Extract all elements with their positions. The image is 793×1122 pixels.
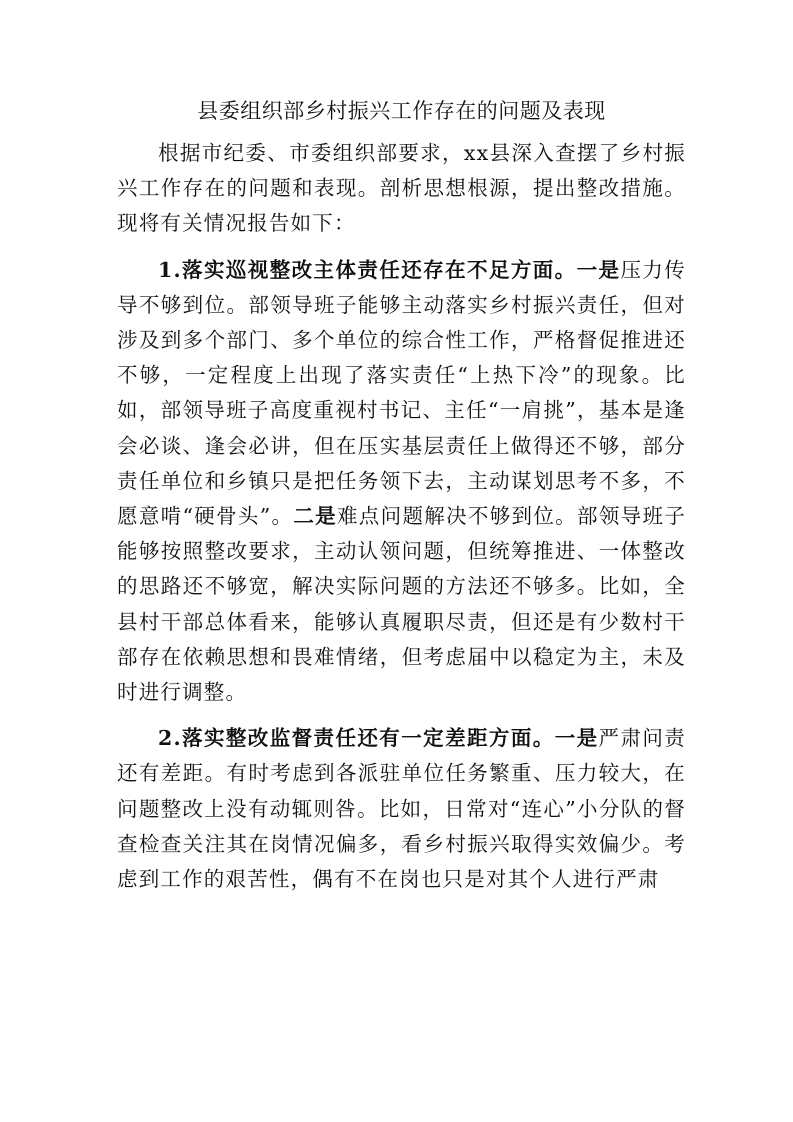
document-title: 县委组织部乡村振兴工作存在的问题及表现 <box>197 99 606 123</box>
section-2-text-1: 严肃问责还有差距。有时考虑到各派驻单位任务繁重、压力较大，在问题整改上没有动辄则咎。比如，日常对“连心”小分队的督查检查关注其在岗情况偏多，看乡村振兴取得实效偏少。考虑到工作的艰苦性，偶有不在岗也只是对其个人进行严肃 <box>117 726 686 892</box>
intro-paragraph <box>117 136 686 242</box>
section-1-text-1: 压力传导不够到位。部领导班子能够主动落实乡村振兴责任，但对涉及到多个部门、多个单位的综合性工作，严格督促推进还不够，一定程度上出现了落实责任“上热下冷”的现象。比如，部领导班子高度重视村书记、主任“一肩挑”，基本是逢会必谈、逢会必讲，但在压实基层责任上做得还不够，部分责任单位和乡镇只是把任务领下去，主动谋划思考不多，不愿意啃“硬骨头”。 <box>117 257 686 529</box>
intro-text: 根据市纪委、市委组织部要求，xx县深入查摆了乡村振兴工作存在的问题和表现。剖析思想根源，提出整改措施。现将有关情况报告如下： <box>117 141 686 236</box>
section-2-paragraph <box>117 721 686 897</box>
section-1-paragraph <box>117 253 686 711</box>
section-1-text-2: 难点问题解决不够到位。部领导班子能够按照整改要求，主动认领问题，但统筹推进、一体整改的思路还不够宽，解决实际问题的方法还不够多。比如，全县村干部总体看来，能够认真履职尽责，但还是有少数村干部存在依赖思想和畏难情绪，但考虑届中以稳定为主，未及时进行调整。 <box>117 504 686 705</box>
section-2-lead-1: 一是 <box>554 726 599 751</box>
section-2-heading: 2.落实整改监督责任还有一定差距方面。 <box>158 726 555 751</box>
section-1-lead-2: 二是 <box>293 504 337 529</box>
section-1-lead-1: 一是 <box>576 257 621 282</box>
section-1-heading: 1.落实巡视整改主体责任还存在不足方面。 <box>158 257 577 282</box>
